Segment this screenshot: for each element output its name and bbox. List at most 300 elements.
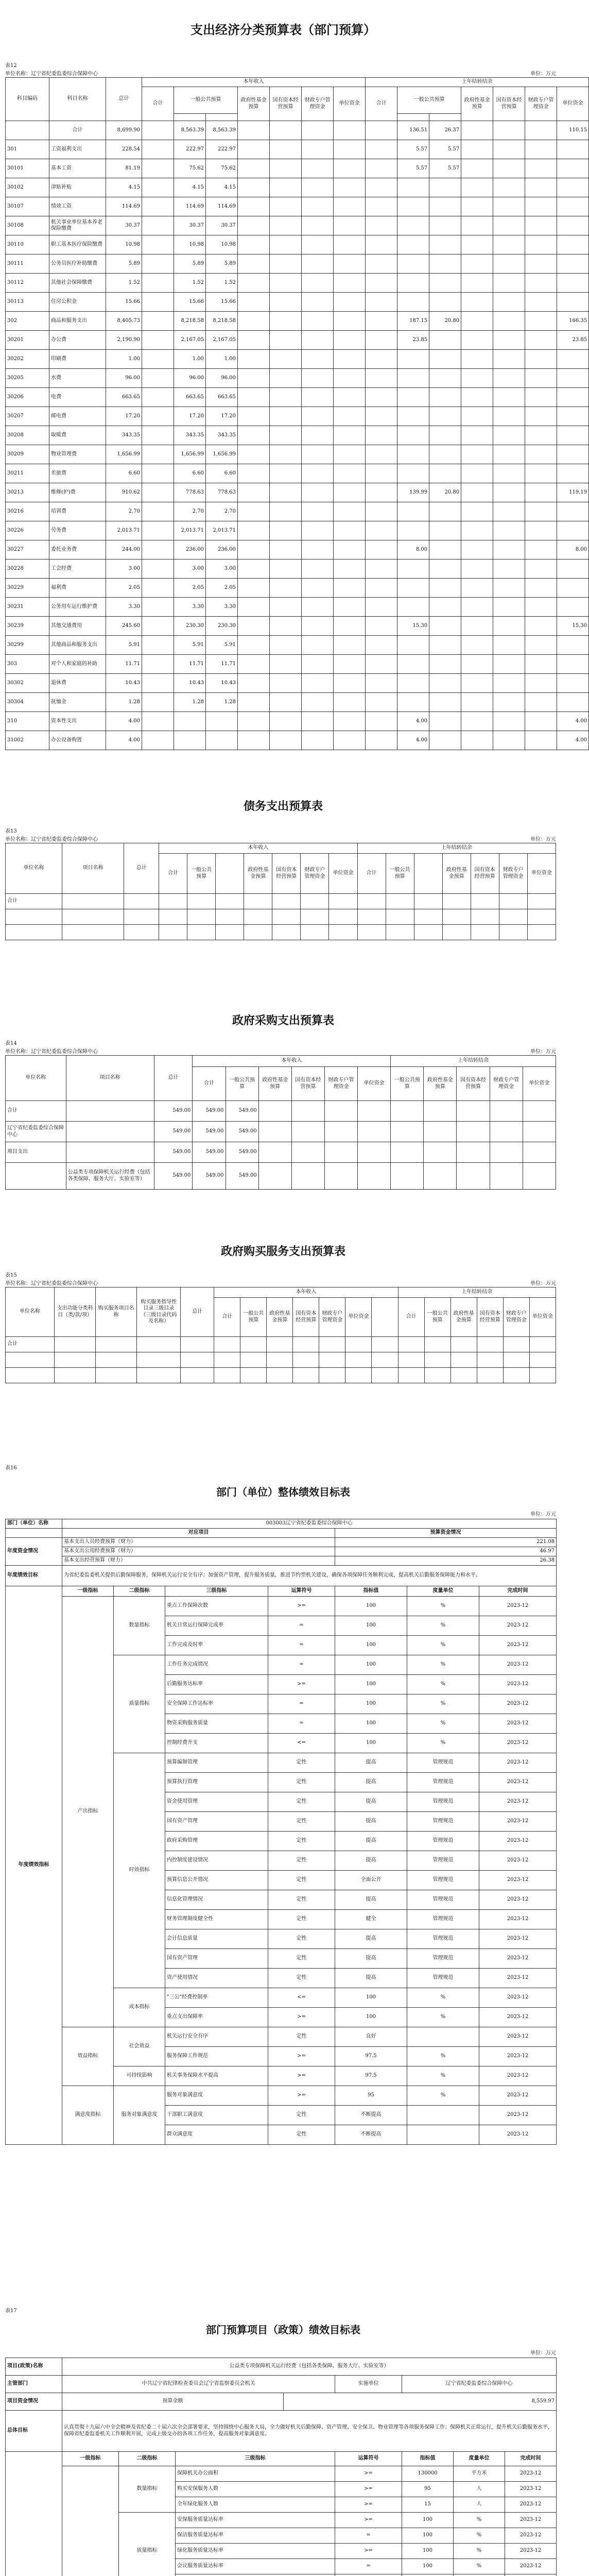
t12-cell-value: [525, 502, 557, 521]
t16-ind-cell-l3: 机关事务保障水平提高: [165, 2066, 268, 2086]
t12-cell-value: [461, 121, 493, 140]
t12-cell-value: [142, 369, 174, 388]
t14-row: [6, 1122, 556, 1142]
t16-ind-cell-l3: 预算信息公开情况: [165, 1871, 268, 1890]
t12-cell-value: [270, 674, 302, 693]
t15-h-total: 总计: [181, 1287, 214, 1337]
t16-budget-amount: 46.97: [335, 1547, 557, 1556]
t17-fund-label: 项目资金情况: [6, 2393, 62, 2411]
t12-cell-value: 15.66: [106, 293, 142, 312]
t12-cell-value: 5.89: [174, 255, 206, 274]
t12-row: [6, 579, 589, 598]
t12-cell-value: [270, 121, 302, 140]
t12-cell-value: [366, 331, 397, 350]
t16-ind-cell-op: 定性: [268, 1929, 335, 1949]
t12-cell-value: [525, 235, 557, 255]
t16-budget-body: [6, 1538, 557, 1566]
t12-cell-value: [366, 483, 397, 502]
t12-h-gen-c: [397, 114, 429, 121]
t12-cell-value: 2,013.71: [174, 521, 206, 540]
t12-h-state2: 国有资本经营预算: [493, 87, 525, 121]
t16-ind-cell-l2: 服务对象满意度: [114, 2086, 165, 2145]
t12-cell-value: [493, 274, 525, 293]
t12-cell-value: 23.85: [557, 331, 589, 350]
t12-cell-value: 6.60: [174, 464, 206, 483]
t12-cell-value: [493, 331, 525, 350]
t12-cell-value: [493, 159, 525, 178]
t12-cell-value: [493, 731, 525, 750]
t12-cell-value: [366, 636, 397, 655]
t12-h-state: 国有资本经营预算: [270, 87, 302, 121]
t17-goal-label: 总体目标: [6, 2411, 62, 2452]
t16-goal-text: 为省纪委监委机关提供后勤保障服务，保障机关运行安全有序；加强资产管理，提升服务质量，推进节约型机关建设，确保各项保障任务顺利完成，提高机关后勤服务保障能力和水平。: [62, 1566, 557, 1586]
t12-cell-value: [142, 121, 174, 140]
t12-cell-value: 8.00: [557, 540, 589, 560]
t17-ind-row: [6, 2466, 557, 2482]
t17-ind-cell-l2: 质量指标: [119, 2513, 176, 2576]
t16-ind-cell-l3: 资金使用管理: [165, 1792, 268, 1812]
t12-cell-value: 1.52: [174, 274, 206, 293]
t14-h-unitfund: 单位资金: [358, 1067, 391, 1101]
t16-ind-cell-op: =: [268, 1694, 335, 1714]
t15-h-special: 财政专户管理资金: [319, 1298, 345, 1337]
t15-h-sum: 合计: [214, 1298, 240, 1337]
t12-cell-value: [270, 388, 302, 407]
t17-proj-label: 项目(政策)名称: [6, 2358, 62, 2376]
t12-cell-value: [461, 540, 493, 560]
t14-cell-value: [424, 1101, 457, 1122]
t12-cell-value: [461, 235, 493, 255]
t14-cell-value: [391, 1122, 424, 1142]
t12-cell-value: [525, 540, 557, 560]
t12-cell-code: 30211: [6, 464, 49, 483]
t12-cell-value: [142, 445, 174, 464]
t14-cell-value: 549.00: [226, 1163, 258, 1190]
t17-ind-cell-time: [505, 2574, 557, 2576]
t14-cell-value: [258, 1163, 291, 1190]
t17-indicators: [6, 2452, 557, 2576]
t16-ind-cell-unit: %: [407, 1597, 479, 1616]
t17-ind-cell-l3: 会议服务质量达标率: [176, 2559, 335, 2574]
t12-cell-value: [525, 159, 557, 178]
t12-cell-value: [334, 197, 366, 216]
t12-cell-value: [238, 178, 270, 197]
t12-cell-value: 187.15: [397, 312, 429, 331]
t16-ind-cell-time: 2023-12: [479, 1636, 557, 1655]
t12-cell-value: 119.19: [557, 483, 589, 502]
t12-cell-value: [429, 502, 461, 521]
t12-cell-value: [557, 560, 589, 579]
t14-cell-value: 549.00: [193, 1142, 226, 1163]
t15-h-gen2: 一般公共预算: [424, 1298, 451, 1337]
t12-cell-value: [397, 426, 429, 445]
t12-cell-value: [557, 464, 589, 483]
t12-cell-code: 30202: [6, 350, 49, 369]
t12-cell-value: [270, 216, 302, 235]
t16-ind-cell-op: 定性: [268, 1871, 335, 1890]
t12-cell-code: 30112: [6, 274, 49, 293]
t17-ind-head-l2: 二级指标: [119, 2452, 176, 2466]
t16-ind-cell-l1: 产出指标: [62, 1597, 114, 2027]
t16-ind-cell-l3: 财务管理制度健全性: [165, 1910, 268, 1929]
t12-cell-value: [142, 636, 174, 655]
t16-ind-cell-l3: 工作完成及时率: [165, 1636, 268, 1655]
t16-ind-cell-time: 2023-12: [479, 1988, 557, 2008]
t16-ind-cell-l3: 资产使用情况: [165, 1969, 268, 1988]
t12-cell-value: [142, 560, 174, 579]
t17-ind-group: [6, 2452, 62, 2576]
t12-row: [6, 235, 589, 255]
t13-title: 债务支出预算表: [243, 800, 323, 813]
t12-h-gen-b: [206, 114, 238, 121]
t14-cell-label: [66, 1142, 154, 1163]
t17-proj-value: 公益类专项保障机关运行经费（包括各类保障、服务大厅、实验室等）: [62, 2358, 557, 2376]
t16-ind-head-val: 指标值: [335, 1586, 407, 1597]
t12-cell-value: 5.57: [397, 140, 429, 159]
t16-ind-cell-l3: 安全保障工作达标率: [165, 1694, 268, 1714]
t12-cell-value: 17.20: [106, 407, 142, 426]
t14-cell-value: 549.00: [193, 1122, 226, 1142]
t12-cell-value: 10.43: [206, 674, 238, 693]
t17-ind-cell-l3: 购买安保服务人数: [176, 2482, 335, 2497]
t16-ind-cell-val: 95: [335, 2086, 407, 2106]
t12-cell-value: 3.00: [106, 560, 142, 579]
t12-cell-value: [270, 312, 302, 331]
t12-cell-value: 8,563.39: [206, 121, 238, 140]
t15-h-gen: 一般公共预算: [240, 1298, 267, 1337]
t12-cell-code: 30227: [6, 540, 49, 560]
t12-cell-value: [366, 293, 397, 312]
t17-ind-cell-val: 100: [402, 2528, 454, 2544]
t12-cell-value: [238, 483, 270, 502]
t12-cell-value: [366, 674, 397, 693]
t12-cell-value: 8,405.73: [106, 312, 142, 331]
t12-cell-value: [429, 560, 461, 579]
t12-cell-value: [238, 617, 270, 636]
t12-h-name: 科目名称: [49, 78, 106, 121]
t15-h-sum2: 合计: [398, 1298, 424, 1337]
t12-cell-value: [493, 178, 525, 197]
t16-ind-cell-unit: 管理规范: [407, 1890, 479, 1910]
t16-ind-cell-l3: 预算编制管理: [165, 1753, 268, 1773]
t12-cell-value: [238, 712, 270, 731]
t13-h-special2: 财政专户管理资金: [499, 854, 527, 894]
t17-ind-cell-l3: [176, 2574, 335, 2576]
t17-ind-cell-unit: 人: [454, 2497, 505, 2513]
t13-h-carry: 上年结转结余: [357, 843, 556, 854]
t12-cell-value: [557, 674, 589, 693]
t14-cell-value: [391, 1163, 424, 1190]
t12-cell-value: 5.57: [429, 159, 461, 178]
t12-cell-value: [238, 464, 270, 483]
t12-cell-value: [142, 178, 174, 197]
t16-ind-cell-op: 定性: [268, 1969, 335, 1988]
t12-cell-value: 75.62: [174, 159, 206, 178]
t12-body: [6, 121, 589, 750]
t16-ind-cell-op: <=: [268, 1734, 335, 1753]
t12-cell-value: [334, 598, 366, 617]
t12-cell-value: [429, 274, 461, 293]
t12-cell-value: 230.30: [206, 617, 238, 636]
t14-cell-value: [291, 1142, 324, 1163]
t12-cell-value: [334, 674, 366, 693]
t12-h-unitfund: 单位资金: [334, 87, 366, 121]
t12-cell-value: [461, 712, 493, 731]
t12-h-current: 本年收入: [142, 78, 366, 87]
t12-cell-value: [334, 483, 366, 502]
t17-ind-cell-op: >=: [335, 2544, 402, 2559]
t12-cell-value: [238, 502, 270, 521]
t12-cell-value: [270, 426, 302, 445]
t12-h-total: 总计: [106, 78, 142, 121]
t12-row: [6, 216, 589, 235]
t12-cell-value: [366, 579, 397, 598]
t12-cell-value: [270, 159, 302, 178]
t12-cell-value: [142, 426, 174, 445]
t16-ind-cell-val: 提高: [335, 1812, 407, 1832]
t12-cell-value: [334, 178, 366, 197]
t16-ind-group: 年度绩效指标: [6, 1586, 62, 2145]
t17-ind-cell-unit: %: [454, 2513, 505, 2528]
t12-cell-value: [302, 331, 334, 350]
t16-ind-cell-l3: 机关运行安全有序: [165, 2027, 268, 2047]
t12-cell-value: [302, 159, 334, 178]
t12-cell-value: [493, 540, 525, 560]
t12-cell-value: 96.00: [174, 369, 206, 388]
t12-cell-value: [366, 121, 397, 140]
t12-cell-value: [366, 712, 397, 731]
t12-cell-value: 2,190.90: [106, 331, 142, 350]
t12-cell-value: 2.70: [206, 502, 238, 521]
t12-cell-value: [334, 426, 366, 445]
t12-cell-value: 2.05: [106, 579, 142, 598]
t17-ind-head-l1: 一级指标: [62, 2452, 119, 2466]
t12-cell-value: [397, 255, 429, 274]
t16-ind-cell-op: =: [268, 1714, 335, 1734]
t12-cell-code: 30304: [6, 693, 49, 712]
t13-h-gen: 一般公共预算: [187, 854, 216, 894]
t12-cell-value: [525, 293, 557, 312]
t14-row: [6, 1101, 556, 1122]
t12-cell-value: 81.19: [106, 159, 142, 178]
t16-ind-cell-op: 定性: [268, 1792, 335, 1812]
t16-ind-cell-time: 2023-12: [479, 1851, 557, 1871]
t16-ind-cell-op: 定性: [268, 1753, 335, 1773]
t13-h-fund: 政府性基金预算: [244, 854, 272, 894]
t16-ind-cell-l2: 社会效益: [114, 2027, 165, 2066]
t12-unit-name: 单位名称：辽宁省纪委监委综合保障中心: [5, 71, 98, 77]
t12-cell-value: [142, 140, 174, 159]
t12-cell-value: 136.51: [397, 121, 429, 140]
t12-cell-value: 20.80: [429, 483, 461, 502]
t12-cell-value: 4.00: [106, 712, 142, 731]
t16-budget-group: 年度资金情况: [6, 1538, 62, 1566]
t12-cell-value: 1.52: [206, 274, 238, 293]
t12-cell-code: 30108: [6, 216, 49, 235]
t12-cell-name: 委托业务费: [49, 540, 106, 560]
t12-row: [6, 178, 589, 197]
t12-cell-value: [493, 579, 525, 598]
t12-cell-value: [270, 521, 302, 540]
t16-ind-cell-val: 97.5: [335, 2066, 407, 2086]
t17-ind-head-unit: 度量单位: [454, 2452, 505, 2466]
t16-ind-cell-op: 定性: [268, 2125, 335, 2145]
t16-budget-item: 基本支出经营预算（财力）: [62, 1556, 335, 1566]
t12-cell-value: [334, 140, 366, 159]
t12-cell-value: [397, 178, 429, 197]
t12-cell-value: [493, 521, 525, 540]
t12-h-unitfund2: 单位资金: [557, 87, 589, 121]
t12-cell-value: [270, 178, 302, 197]
t17-dept-value: 中共辽宁省纪律检查委员会辽宁省监察委员会机关: [62, 2376, 335, 2393]
t12-cell-value: [461, 178, 493, 197]
t16-ind-cell-val: 100: [335, 2008, 407, 2027]
t16-ind-cell-time: 2023-12: [479, 1832, 557, 1851]
t12-h-gen2: 一般公共预算: [397, 87, 461, 114]
t12-cell-value: [429, 617, 461, 636]
t12-cell-value: [334, 159, 366, 178]
t12-cell-value: [302, 636, 334, 655]
t12-cell-value: [557, 350, 589, 369]
t12-cell-value: [270, 235, 302, 255]
t12-cell-value: 114.69: [206, 197, 238, 216]
t12-cell-value: [302, 178, 334, 197]
t16-ind-cell-unit: %: [407, 2047, 479, 2066]
t12-cell-value: [334, 731, 366, 750]
t12-h-gen: 一般公共预算: [174, 87, 238, 114]
t12-cell-value: [493, 293, 525, 312]
t17-ind-cell-l1: [62, 2466, 119, 2576]
t12-cell-value: 15.66: [174, 293, 206, 312]
t12-cell-value: [366, 426, 397, 445]
t16-ind-cell-unit: 管理规范: [407, 1949, 479, 1969]
t12-cell-value: [270, 293, 302, 312]
t12-cell-value: [334, 636, 366, 655]
t12-cell-value: [525, 560, 557, 579]
t16-ind-cell-val: 100: [335, 1675, 407, 1694]
t12-cell-value: [525, 369, 557, 388]
t15-total-label: 合计: [6, 1337, 55, 1352]
t12-cell-value: [334, 617, 366, 636]
t12-cell-value: 245.60: [106, 617, 142, 636]
t16-ind-cell-unit: 管理规范: [407, 1812, 479, 1832]
t12-cell-value: [270, 617, 302, 636]
t16-budget-amount: 26.38: [335, 1556, 557, 1566]
t12-cell-value: [270, 445, 302, 464]
t14-cell-value: [424, 1163, 457, 1190]
t12-cell-code: 303: [6, 655, 49, 674]
t16-ind-cell-val: 良好: [335, 2027, 407, 2047]
t16-ind-cell-unit: %: [407, 1636, 479, 1655]
t16-ind-cell-op: >=: [268, 1597, 335, 1616]
t17-ind-cell-unit: %: [454, 2559, 505, 2574]
t12-cell-value: [429, 598, 461, 617]
t12-cell-value: [270, 331, 302, 350]
t12-row: [6, 369, 589, 388]
t12-cell-value: [461, 445, 493, 464]
t12-cell-value: [493, 674, 525, 693]
t12-cell-value: [429, 178, 461, 197]
t17-ind-cell-l2: 数量指标: [119, 2466, 176, 2513]
t14-cell-label: 辽宁省纪委监委综合保障中心: [6, 1122, 66, 1142]
t12-cell-name: 商品和服务支出: [49, 312, 106, 331]
t16-ind-cell-l3: 后勤服务达标率: [165, 1675, 268, 1694]
t12-cell-value: [302, 407, 334, 426]
t12-cell-value: 1.28: [174, 693, 206, 712]
t16-ind-cell-val: 100: [335, 1616, 407, 1636]
t14-h-fund2: 政府性基金预算: [424, 1067, 457, 1101]
t12-cell-value: [366, 178, 397, 197]
t12-row: [6, 502, 589, 521]
t12-cell-value: [238, 598, 270, 617]
t12-h-sum: 合计: [142, 87, 174, 121]
t12-cell-value: 5.89: [106, 255, 142, 274]
t12-cell-value: [142, 674, 174, 693]
t16-ind-cell-op: 定性: [268, 1910, 335, 1929]
t16-ind-cell-l3: 群众满意度: [165, 2125, 268, 2145]
t12-cell-value: [397, 216, 429, 235]
t12-cell-value: [397, 350, 429, 369]
t17-unit: 单位：万元: [530, 2350, 556, 2356]
t14-cell-value: [358, 1122, 391, 1142]
t12-cell-value: [366, 598, 397, 617]
t13-total-label: 合计: [6, 894, 62, 909]
t12-cell-value: [334, 445, 366, 464]
t12-cell-value: [461, 655, 493, 674]
t17-impl-label: 实施单位: [335, 2376, 402, 2393]
t12-cell-name: 津贴补贴: [49, 178, 106, 197]
t12-cell-value: [238, 255, 270, 274]
t15-table: [5, 1287, 556, 1383]
t14-h-current: 本年收入: [193, 1056, 391, 1067]
t14-cell-value: [391, 1142, 424, 1163]
t12-cell-value: 8,218.58: [174, 312, 206, 331]
t12-cell-value: [461, 312, 493, 331]
t13-h-unitfund2: 单位资金: [527, 854, 556, 894]
t12-cell-value: [525, 712, 557, 731]
t14-h-proj: 项目名称: [66, 1056, 154, 1101]
t12-cell-value: [397, 369, 429, 388]
t12-row: [6, 445, 589, 464]
t16-ind-cell-val: 100: [335, 1714, 407, 1734]
t12-cell-value: [302, 598, 334, 617]
t16-ind-cell-unit: [407, 2125, 479, 2145]
t12-h-special: 财政专户管理资金: [302, 87, 334, 121]
t12-cell-value: [525, 617, 557, 636]
t12-h-sum2: 合计: [366, 87, 397, 121]
t16-ind-cell-val: 健全: [335, 1910, 407, 1929]
t17-ind-cell-time: 2023-12: [505, 2497, 557, 2513]
t12-cell-value: [397, 407, 429, 426]
t12-cell-value: [366, 312, 397, 331]
t15-h-blank: [372, 1298, 398, 1337]
t12-cell-value: 10.98: [206, 235, 238, 255]
t17-ind-cell-l3: 安保服务质量达标率: [176, 2513, 335, 2528]
t12-cell-name: 工资福利支出: [49, 140, 106, 159]
t14-cell-value: [291, 1101, 324, 1122]
t16-ind-cell-l3: 工作任务完成情况: [165, 1655, 268, 1675]
t12-cell-value: 1.28: [206, 693, 238, 712]
t12-row: [6, 255, 589, 274]
t16-dept-value: 003003辽宁省纪委监委综合保障中心: [62, 1519, 557, 1529]
t17-ind-cell-op: >=: [335, 2513, 402, 2528]
t12-cell-value: [525, 121, 557, 140]
t16-ind-cell-l3: 干部职工满意度: [165, 2106, 268, 2125]
t12-cell-value: [461, 617, 493, 636]
t12-cell-value: [429, 426, 461, 445]
t14-cell-value: [291, 1122, 324, 1142]
t12-table: [5, 77, 589, 750]
